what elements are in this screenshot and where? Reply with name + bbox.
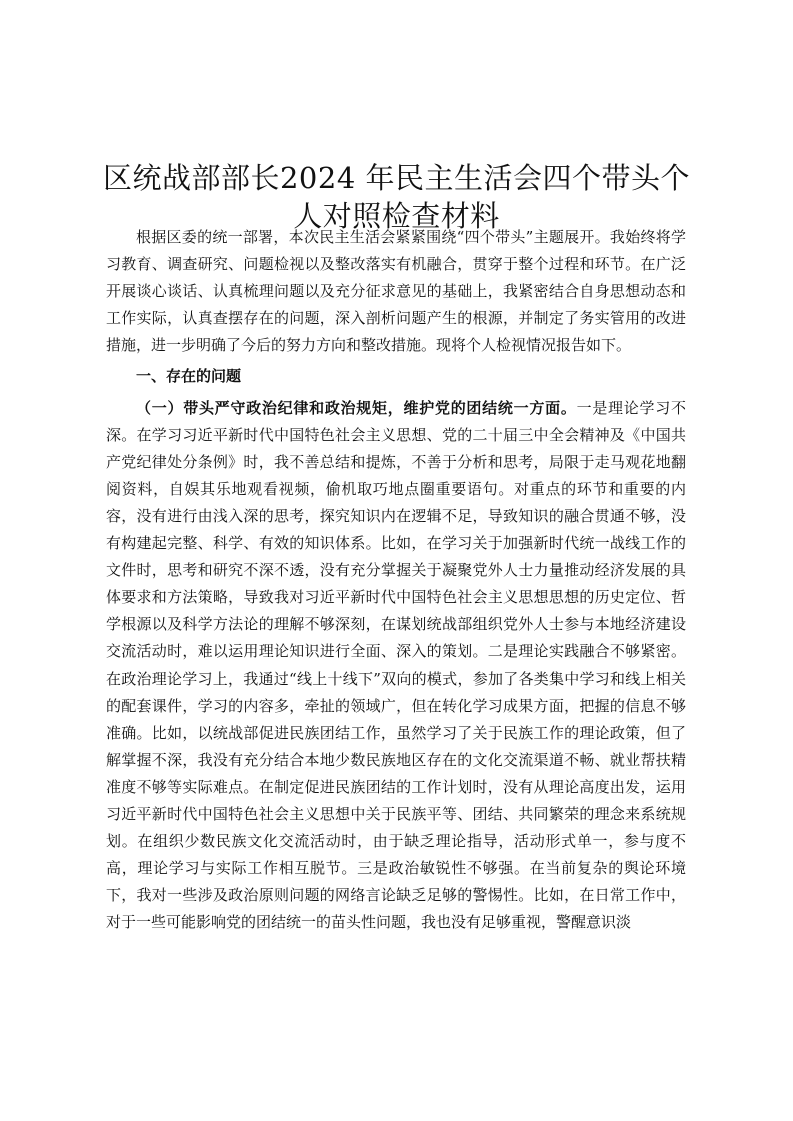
document-title: 区统战部部长2024 年民主生活会四个带头个人对照检查材料 bbox=[102, 161, 691, 234]
document-body bbox=[106, 224, 686, 936]
subsection-body: 一是理论学习不深。在学习习近平新时代中国特色社会主义思想、党的二十届三中全会精神及《中国共产党纪律处分条例》时，我不善总结和提炼，不善于分析和思考，局限于走马观花地翻阅资料，自娱其乐地观看视频，偷机取巧地点圈重要语句。对重点的环节和重要的内容，没有进行由浅入深的思考，探究知识内在逻辑不足，导致知识的融合贯通不够，没有构建起完整、科学、有效的知识体系。比如，在学习关于加强新时代统一战线工作的文件时，思考和研究不深不透，没有充分掌握关于凝聚党外人士力量推动经济发展的具体要求和方法策略，导致我对习近平新时代中国特色社会主义思想思想的历史定位、哲学根源以及科学方法论的理解不够深刻，在谋划统战部组织党外人士参与本地经济建设交流活动时，难以运用理论知识进行全面、深入的策划。二是理论实践融合不够紧密。在政治理论学习上，我通过“线上十线下”双向的模式，参加了各类集中学习和线上相关的配套课件，学习的内容多，牵扯的领域广，但在转化学习成果方面，把握的信息不够准确。比如，以统战部促进民族团结工作，虽然学习了关于民族工作的理论政策，但了解掌握不深，我没有充分结合本地少数民族地区存在的文化交流渠道不畅、就业帮扶精准度不够等实际难点。在制定促进民族团结的工作计划时，没有从理论高度出发，运用习近平新时代中国特色社会主义思想中关于民族平等、团结、共同繁荣的理念来系统规划。在组织少数民族文化交流活动时，由于缺乏理论指导，活动形式单一，参与度不高，理论学习与实际工作相互脱节。三是政治敏锐性不够强。在当前复杂的舆论环境下，我对一些涉及政治原则问题的网络言论缺乏足够的警惕性。比如，在日常工作中，对于一些可能影响党的团结统一的苗头性问题，我也没有足够重视，警醒意识淡 bbox=[106, 398, 686, 932]
subsection-paragraph bbox=[106, 395, 686, 937]
intro-paragraph: 根据区委的统一部署，本次民主生活会紧紧围绕“四个带头”主题展开。我始终将学习教育、调查研究、问题检视以及整改落实有机融合，贯穿于整个过程和环节。在广泛开展谈心谈话、认真梳理问题以及充分征求意见的基础上，我紧密结合自身思想动态和工作实际，认真查摆存在的问题，深入剖析问题产生的根源，并制定了务实管用的改进措施，进一步明确了今后的努力方向和整改措施。现将个人检视情况报告如下。 bbox=[106, 228, 686, 355]
subsection-lead: （一）带头严守政治纪律和政治规矩，维护党的团结统一方面。 bbox=[136, 398, 577, 417]
section-heading-problems: 一、存在的问题 bbox=[136, 367, 242, 386]
